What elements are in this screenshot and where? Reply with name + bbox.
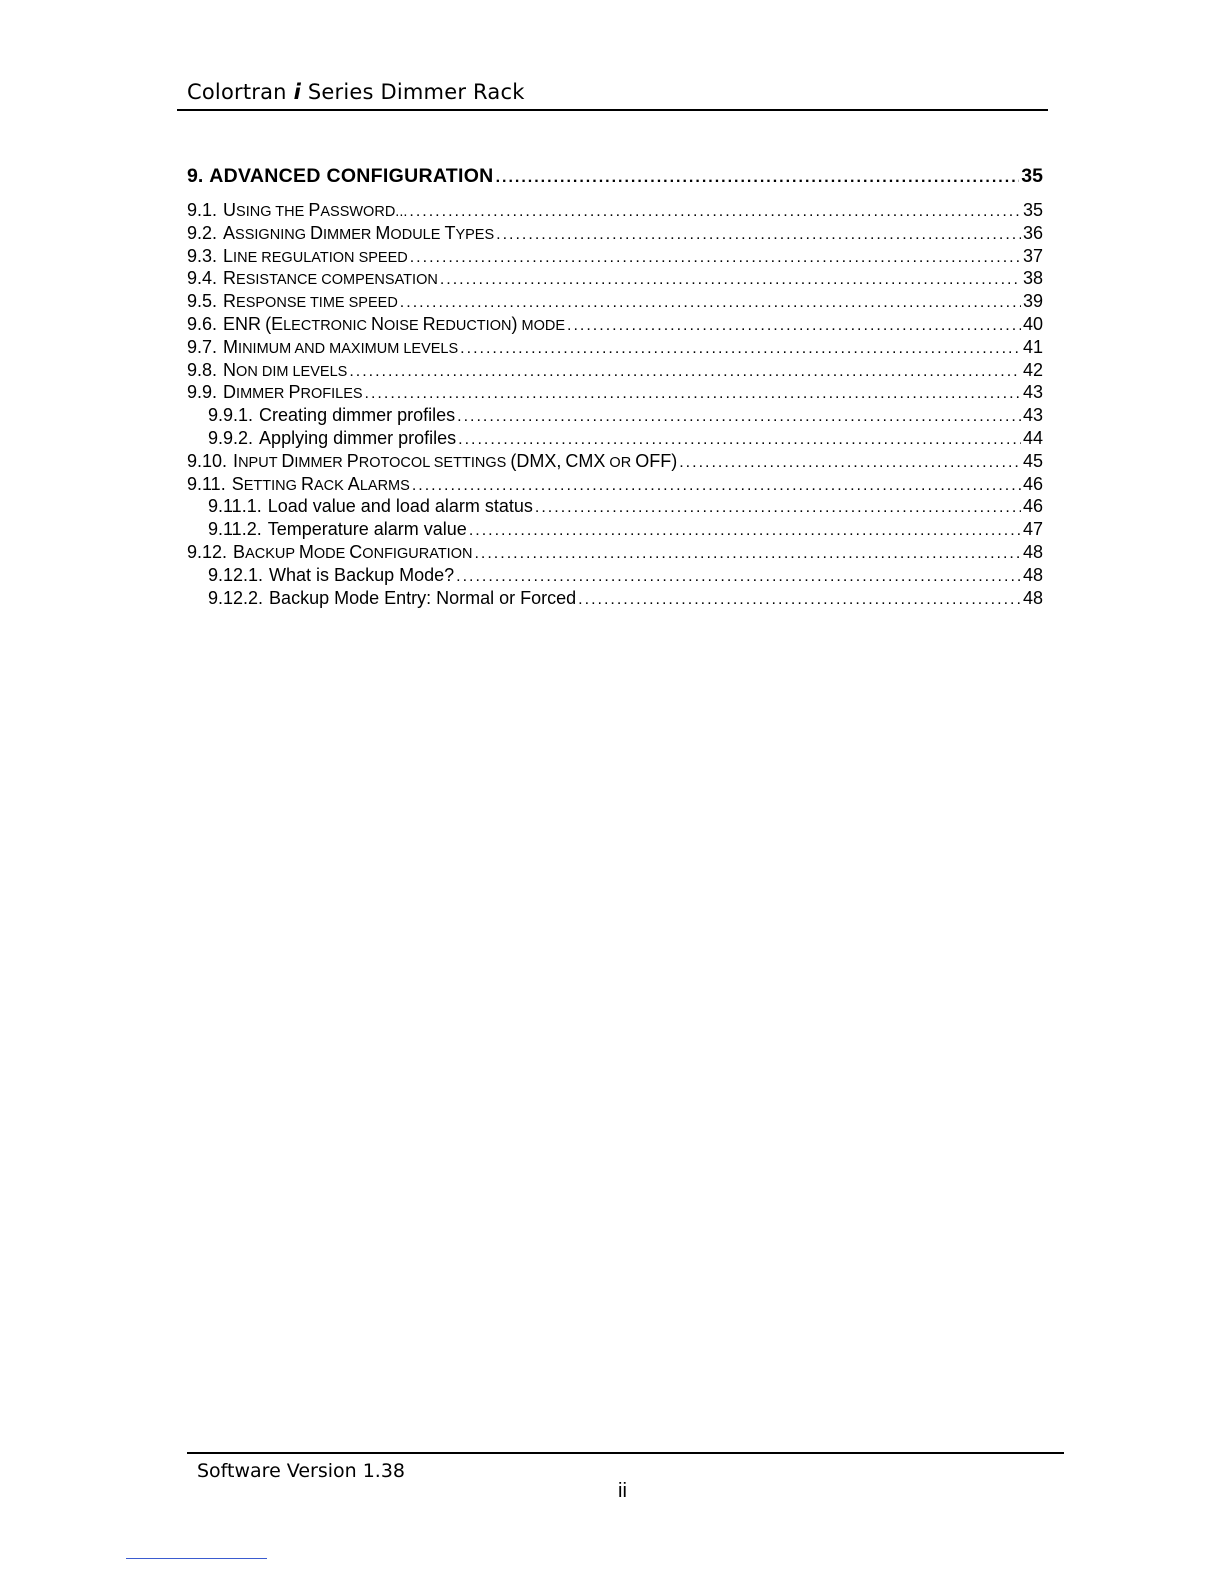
link-underline: [126, 1558, 267, 1559]
toc-dot-leader: [460, 338, 1021, 361]
toc-dot-leader: [578, 589, 1021, 612]
toc-entry-page: 41: [1022, 336, 1043, 357]
toc-entry-title: Applying dimmer profiles: [259, 427, 457, 448]
toc-entry-number: 9.5.: [187, 291, 218, 312]
header-rule: [177, 109, 1048, 111]
header-title-suffix: Series Dimmer Rack: [300, 80, 525, 104]
toc-entry-page: 44: [1022, 427, 1043, 448]
toc-entry[interactable]: [187, 313, 1043, 336]
toc-entry[interactable]: [187, 427, 1043, 450]
toc-entry-number: 9.4.: [187, 268, 218, 289]
running-header: [187, 80, 525, 104]
toc-dot-leader: [458, 429, 1021, 452]
toc-dot-leader: [535, 497, 1021, 520]
toc-chapter-entry[interactable]: [187, 163, 1043, 189]
toc-entry-title: ENR (ELECTRONIC NOISE REDUCTION) MODE: [223, 313, 566, 334]
toc-entry[interactable]: [187, 245, 1043, 268]
toc-entry[interactable]: [187, 404, 1043, 427]
toc-entry-title: DIMMER PROFILES: [223, 382, 363, 403]
toc-entry-title: Temperature alarm value: [267, 519, 467, 540]
toc-dot-leader: [400, 292, 1021, 315]
toc-entry-title: INPUT DIMMER PROTOCOL SETTINGS (DMX, CMX OR OFF): [233, 450, 678, 471]
toc-entry[interactable]: [187, 564, 1043, 587]
toc-dot-leader: [496, 224, 1021, 247]
toc-entry-number: 9.9.2.: [208, 427, 254, 448]
footer-version: Software Version 1.38: [197, 1460, 406, 1482]
toc-entry[interactable]: [187, 381, 1043, 404]
toc-entry-page: 48: [1022, 564, 1043, 585]
header-title-italic: i: [293, 80, 301, 104]
toc-dot-leader: [469, 520, 1021, 543]
toc-entry-number: 9.12.1.: [208, 564, 264, 585]
table-of-contents: [187, 163, 1043, 609]
toc-entry-title: What is Backup Mode?: [269, 564, 455, 585]
toc-dot-leader: [410, 247, 1021, 270]
toc-dot-leader: [440, 269, 1021, 292]
toc-entry-page: 46: [1022, 473, 1043, 494]
toc-entry-page: 47: [1022, 519, 1043, 540]
toc-entry[interactable]: [187, 473, 1043, 496]
toc-dot-leader: [457, 406, 1021, 429]
toc-entry-title: ASSIGNING DIMMER MODULE TYPES: [223, 222, 495, 243]
toc-entry-title: Load value and load alarm status: [267, 496, 533, 517]
toc-entry-page: 48: [1022, 587, 1043, 608]
toc-entry-title: BACKUP MODE CONFIGURATION: [233, 541, 473, 562]
toc-entry-number: 9.7.: [187, 336, 218, 357]
toc-entry-page: 36: [1022, 222, 1043, 243]
toc-dot-leader: [679, 452, 1021, 475]
toc-entry-title: RESISTANCE COMPENSATION: [223, 268, 438, 289]
toc-entry-number: 9.10.: [187, 450, 228, 471]
toc-entry-title: Backup Mode Entry: Normal or Forced: [269, 587, 577, 608]
toc-entry[interactable]: [187, 267, 1043, 290]
toc-entry-page: 40: [1022, 313, 1043, 334]
toc-entry-title: MINIMUM AND MAXIMUM LEVELS: [223, 336, 459, 357]
toc-entry-number: 9.6.: [187, 313, 218, 334]
toc-entry[interactable]: [187, 450, 1043, 473]
toc-dot-leader: [474, 543, 1021, 566]
toc-entry-page: 35: [1021, 165, 1043, 187]
toc-entry[interactable]: [187, 541, 1043, 564]
toc-dot-leader: [409, 201, 1021, 224]
footer-rule: [187, 1452, 1064, 1454]
toc-entry-page: 43: [1022, 382, 1043, 403]
toc-entry-number: 9.3.: [187, 245, 218, 266]
toc-entry-page: 45: [1022, 450, 1043, 471]
toc-entry-title: Creating dimmer profiles: [259, 405, 456, 426]
toc-dot-leader: [456, 566, 1021, 589]
toc-entry-page: 43: [1022, 405, 1043, 426]
toc-entry-title: ADVANCED CONFIGURATION: [209, 165, 494, 187]
toc-entry-page: 35: [1022, 200, 1043, 220]
toc-entry-page: 37: [1022, 245, 1043, 266]
toc-entry-page: 39: [1022, 291, 1043, 312]
header-title-prefix: Colortran: [187, 80, 294, 104]
toc-entry-number: 9.9.: [187, 382, 218, 403]
toc-entry-number: 9.1.: [187, 200, 218, 220]
toc-entry-title: LINE REGULATION SPEED: [223, 245, 408, 266]
toc-entry[interactable]: [187, 495, 1043, 518]
toc-entry-number: 9.11.: [187, 473, 226, 494]
page-number: ii: [618, 1480, 627, 1502]
toc-entry-page: 48: [1022, 541, 1043, 562]
toc-entry-title: USING THE PASSWORD...: [223, 200, 408, 220]
toc-entry[interactable]: [187, 290, 1043, 313]
toc-entry-number: 9.11.2.: [208, 519, 262, 540]
toc-entry-page: 38: [1022, 268, 1043, 289]
toc-entry-title: SETTING RACK ALARMS: [231, 473, 410, 494]
toc-entry-page: 46: [1022, 496, 1043, 517]
toc-entry-number: 9.12.2.: [208, 587, 264, 608]
toc-entry-title: RESPONSE TIME SPEED: [223, 291, 398, 312]
toc-entry-page: 42: [1022, 359, 1043, 380]
toc-entry[interactable]: [187, 359, 1043, 382]
toc-dot-leader: [365, 383, 1021, 406]
toc-entry-number: 9.9.1.: [208, 405, 254, 426]
toc-entry-number: 9.8.: [187, 359, 218, 380]
toc-entry-number: 9.12.: [187, 541, 228, 562]
toc-entry-number: 9.11.1.: [208, 496, 262, 517]
toc-entry[interactable]: [187, 222, 1043, 245]
toc-entry[interactable]: [187, 336, 1043, 359]
toc-dot-leader: [496, 165, 1020, 191]
toc-entry-number: 9.2.: [187, 222, 218, 243]
toc-entry[interactable]: [187, 518, 1043, 541]
toc-entry-list: [187, 199, 1043, 609]
toc-entry-title: NON DIM LEVELS: [223, 359, 348, 380]
toc-entry[interactable]: [187, 587, 1043, 610]
toc-dot-leader: [349, 361, 1021, 384]
toc-entry[interactable]: [187, 199, 1043, 222]
toc-dot-leader: [567, 315, 1021, 338]
toc-entry-number: 9.: [187, 165, 204, 187]
toc-dot-leader: [412, 475, 1021, 498]
